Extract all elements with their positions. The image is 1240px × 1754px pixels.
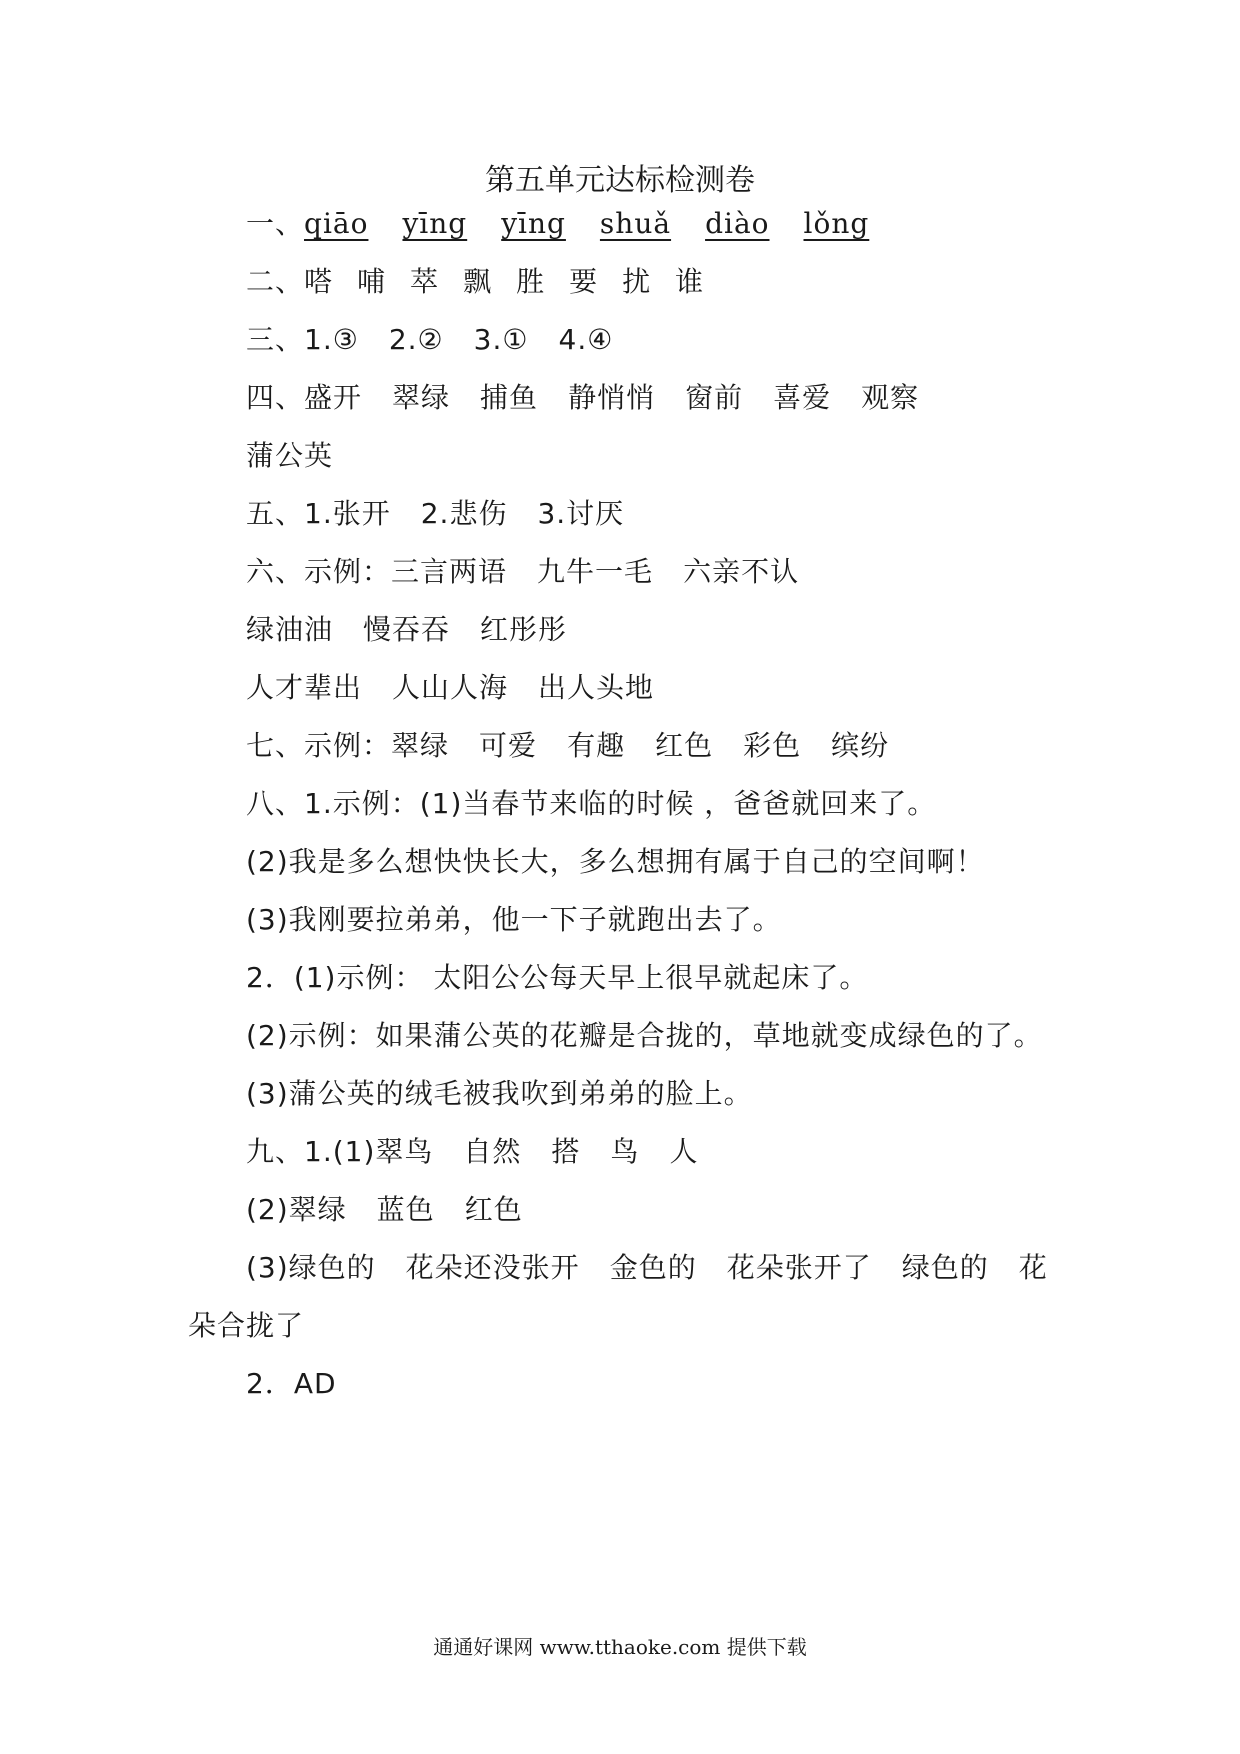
answer-8-line5: (2)示例：如果蒲公英的花瓣是合拢的，草地就变成绿色的了。: [246, 1019, 1043, 1052]
section-label: 六、: [246, 555, 305, 588]
char: 胜: [516, 265, 546, 298]
answer-4-cont: 蒲公英: [246, 439, 334, 472]
answer-part: 九、1.(1)翠鸟: [246, 1135, 434, 1168]
char: 要: [569, 265, 599, 298]
word: 捕鱼: [480, 381, 539, 414]
answer-part: 绿色的: [901, 1251, 989, 1284]
char: 嗒: [304, 265, 334, 298]
answer-9-line2: [246, 1190, 553, 1230]
word: 红色: [655, 729, 714, 762]
answer-9-line3: [246, 1248, 1048, 1288]
item: 2.悲伤: [420, 497, 508, 530]
answer-8-line6: (3)蒲公英的绒毛被我吹到弟弟的脸上。: [246, 1077, 753, 1110]
char: 萃: [410, 265, 440, 298]
answer-part: (3)绿色的: [246, 1251, 376, 1284]
section-label: 七、: [246, 729, 305, 762]
page-title: 第五单元达标检测卷: [485, 163, 755, 198]
section-label: 三、: [246, 323, 305, 356]
answer-part: (2)翠绿: [246, 1193, 347, 1226]
section-label: 一、: [246, 207, 305, 240]
answer-8-line2: (2)我是多么想快快长大，多么想拥有属于自己的空间啊！: [246, 845, 985, 878]
idiom: 人山人海: [392, 671, 509, 704]
answer-2: [246, 262, 728, 302]
item: 3.①: [473, 323, 529, 356]
pinyin: diào: [705, 207, 770, 240]
answer-part: 花朵还没张开: [405, 1251, 580, 1284]
answer-9-line4: 2．AD: [246, 1367, 337, 1400]
char: 扰: [622, 265, 652, 298]
pinyin: lǒng: [803, 207, 870, 240]
answer-6-row3: [246, 668, 684, 708]
answer-5: [246, 494, 654, 534]
answer-9-line3-cont: 朵合拢了: [188, 1309, 305, 1342]
char: 哺: [357, 265, 387, 298]
pinyin: shuǎ: [599, 207, 672, 240]
answer-3: [246, 320, 643, 360]
word: 喜爱: [773, 381, 832, 414]
answer-part: 红色: [464, 1193, 523, 1226]
example-prefix: 示例：: [304, 729, 392, 762]
item: 1.③: [304, 323, 359, 356]
section-label: 五、: [246, 497, 305, 530]
answer-part: 人: [669, 1135, 699, 1168]
item: 1.张开: [304, 497, 391, 530]
idiom: 六亲不认: [683, 555, 800, 588]
word: 彩色: [743, 729, 802, 762]
word: 观察: [861, 381, 920, 414]
answer-part: 蓝色: [376, 1193, 435, 1226]
answer-part: 搭: [551, 1135, 581, 1168]
idiom: 九牛一毛: [537, 555, 654, 588]
item: 3.讨厌: [537, 497, 625, 530]
answer-8-line3: (3)我刚要拉弟弟，他一下子就跑出去了。: [246, 903, 782, 936]
example-prefix: 示例：: [304, 555, 392, 588]
word: 翠绿: [392, 381, 451, 414]
answer-part: 金色的: [609, 1251, 697, 1284]
answer-4: [246, 378, 949, 418]
word: 窗前: [685, 381, 744, 414]
word: 翠绿: [391, 729, 450, 762]
item: 4.④: [558, 323, 614, 356]
char: 飘: [463, 265, 493, 298]
answer-6-row2: [246, 610, 597, 650]
answer-8-line1: 八、1.示例：(1)当春节来临的时候 ，爸爸就回来了。: [246, 787, 937, 820]
pinyin: yīng: [402, 207, 468, 240]
word: 缤纷: [831, 729, 890, 762]
word: 盛开: [304, 381, 363, 414]
answer-9-line1: [246, 1132, 728, 1172]
answer-part: 花: [1018, 1251, 1048, 1284]
answer-8-line4: 2．(1)示例： 太阳公公每天早上很早就起床了。: [246, 961, 869, 994]
idiom: 三言两语: [391, 555, 508, 588]
char: 谁: [675, 265, 705, 298]
answer-part: 花朵张开了: [726, 1251, 872, 1284]
section-label: 二、: [246, 265, 305, 298]
section-label: 四、: [246, 381, 305, 414]
answer-6: [246, 552, 829, 592]
word: 静悄悄: [568, 381, 656, 414]
answer-7: [246, 726, 919, 766]
idiom: 出人头地: [538, 671, 655, 704]
item: 2.②: [388, 323, 444, 356]
word: 可爱: [479, 729, 538, 762]
word: 慢吞吞: [363, 613, 451, 646]
answer-part: 自然: [463, 1135, 522, 1168]
footer-credit: 通通好课网 www.tthaoke.com 提供下载: [433, 1635, 807, 1659]
word: 红彤彤: [480, 613, 568, 646]
pinyin: yīng: [501, 207, 566, 240]
answer-1: [246, 204, 903, 244]
word: 有趣: [567, 729, 626, 762]
word: 绿油油: [246, 613, 334, 646]
idiom: 人才辈出: [246, 671, 363, 704]
pinyin: qiāo: [304, 207, 369, 240]
answer-part: 鸟: [610, 1135, 640, 1168]
